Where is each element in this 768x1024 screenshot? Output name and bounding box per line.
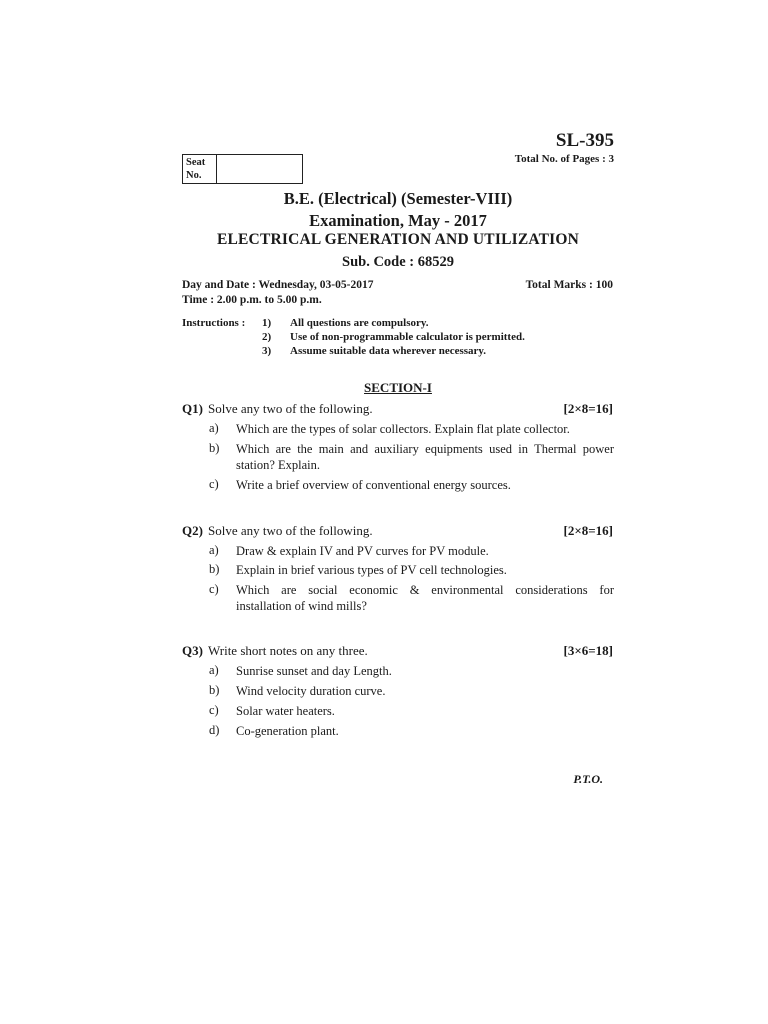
instruction-number: 3) <box>262 345 272 357</box>
section-heading: SECTION-I <box>364 380 432 395</box>
instruction-text: All questions are compulsory. <box>290 317 429 329</box>
question-number: Q3) <box>182 643 203 658</box>
item-text: Which are social economic & environmental considerations for <box>236 583 614 597</box>
item-text: Sunrise sunset and day Length. <box>236 664 392 678</box>
item-label: b) <box>209 562 220 576</box>
exam-time: Time : 2.00 p.m. to 5.00 p.m. <box>182 294 322 306</box>
instruction-text: Use of non-programmable calculator is permitted. <box>290 331 525 343</box>
item-text-continued: station? Explain. <box>236 458 321 472</box>
instruction-number: 2) <box>262 331 272 343</box>
item-text: Explain in brief various types of PV cell technologies. <box>236 563 507 577</box>
item-label: b) <box>209 441 220 455</box>
item-label: d) <box>209 723 220 737</box>
item-label: a) <box>209 663 219 677</box>
day-and-date: Day and Date : Wednesday, 03-05-2017 <box>182 279 374 291</box>
question-marks: [3×6=18] <box>563 643 613 658</box>
item-text: Which are the main and auxiliary equipments used in Thermal power <box>236 442 614 456</box>
item-text: Wind velocity duration curve. <box>236 684 386 698</box>
item-label: c) <box>209 703 219 717</box>
item-label: a) <box>209 421 219 435</box>
exam-title: Examination, May - 2017 <box>309 211 487 230</box>
instruction-text: Assume suitable data wherever necessary. <box>290 345 487 357</box>
item-text: Which are the types of solar collectors. Explain flat plate collector. <box>236 422 570 436</box>
item-label: b) <box>209 683 220 697</box>
course-title: B.E. (Electrical) (Semester-VIII) <box>283 189 513 208</box>
question-text: Write short notes on any three. <box>208 643 368 658</box>
subject-title: ELECTRICAL GENERATION AND UTILIZATION <box>216 231 580 248</box>
item-text-continued: installation of wind mills? <box>236 599 367 613</box>
item-label: a) <box>209 543 219 557</box>
item-text: Draw & explain IV and PV curves for PV module. <box>236 544 489 558</box>
item-text: Co-generation plant. <box>236 724 339 738</box>
question-number: Q1) <box>182 401 203 416</box>
please-turn-over: P.T.O. <box>573 772 603 786</box>
seat-number-field[interactable] <box>217 155 302 183</box>
question-marks: [2×8=16] <box>563 523 613 538</box>
seat-number-label: Seat No. <box>183 155 217 183</box>
paper-code: SL-395 <box>555 130 614 151</box>
question-text: Solve any two of the following. <box>208 401 373 416</box>
item-label: c) <box>209 477 219 491</box>
instruction-number: 1) <box>262 317 272 329</box>
total-marks: Total Marks : 100 <box>525 279 613 291</box>
item-text: Solar water heaters. <box>236 704 335 718</box>
item-label: c) <box>209 582 219 596</box>
seat-number-box <box>182 154 303 184</box>
question-marks: [2×8=16] <box>563 401 613 416</box>
subject-code: Sub. Code : 68529 <box>342 254 454 270</box>
instructions-label: Instructions : <box>182 317 246 329</box>
total-pages: Total No. of Pages : 3 <box>514 153 614 165</box>
question-number: Q2) <box>182 523 203 538</box>
question-text: Solve any two of the following. <box>208 523 373 538</box>
item-text: Write a brief overview of conventional energy sources. <box>236 478 511 492</box>
